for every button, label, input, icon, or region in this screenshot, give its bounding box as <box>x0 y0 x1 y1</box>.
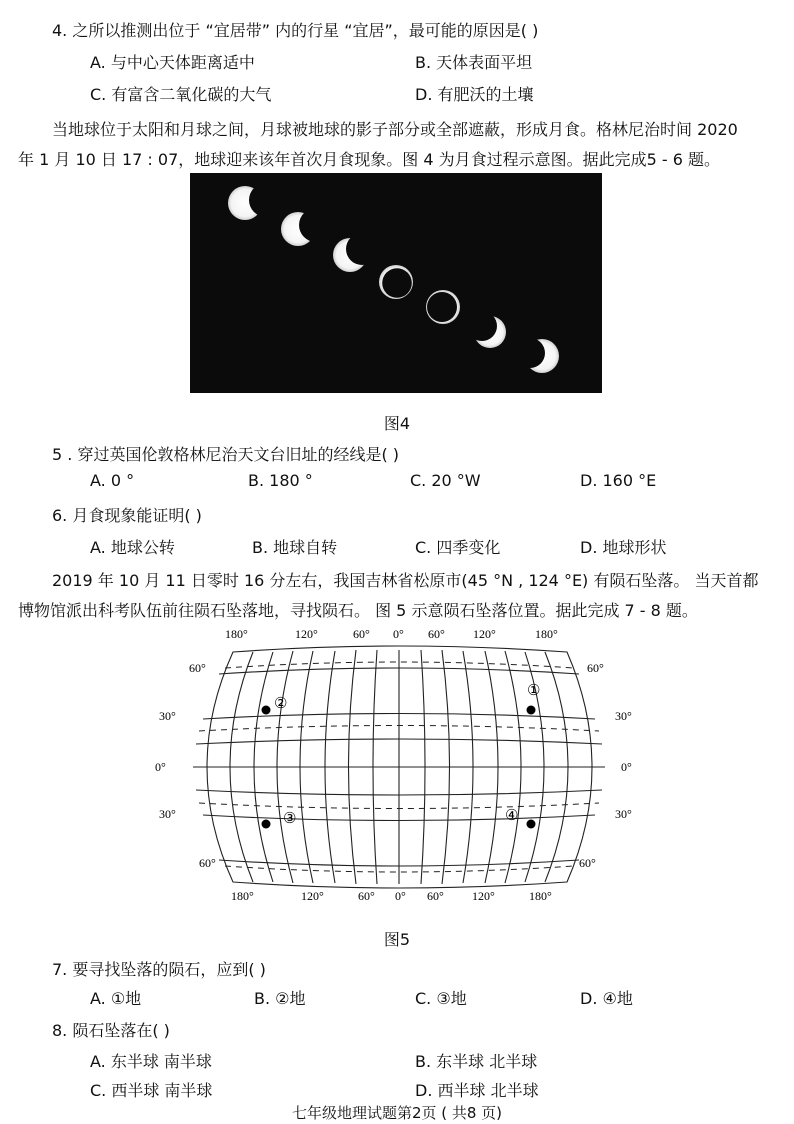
bottom-lon-label: 60° <box>427 889 444 903</box>
point-3-dot[interactable] <box>262 820 271 829</box>
top-lon-label: 120° <box>473 627 496 641</box>
bottom-lon-label: 180° <box>231 889 254 903</box>
q6-option-a[interactable]: A. 地球公转 <box>90 538 175 557</box>
right-lat-label: 60° <box>587 661 604 675</box>
left-lat-label: 60° <box>189 661 206 675</box>
page-footer: 七年级地理试题第2页 ( 共8 页) <box>291 1104 503 1122</box>
moon-phase-6 <box>467 311 506 348</box>
moon-phase-4 <box>379 265 413 299</box>
passage-2-line-2: 博物馆派出科考队伍前往陨石坠落地，寻找陨石。 图 5 示意陨石坠落位置。据此完成 7 - 8 题。 <box>18 601 698 620</box>
q4-option-a[interactable]: A. 与中心天体距离适中 <box>90 53 255 72</box>
bottom-lon-label: 120° <box>472 889 495 903</box>
q4-option-b[interactable]: B. 天体表面平坦 <box>415 53 533 72</box>
point-2-label: ② <box>274 696 288 712</box>
q8-option-b[interactable]: B. 东半球 北半球 <box>415 1052 538 1071</box>
right-lat-label: 60° <box>579 856 596 870</box>
figure-5-caption: 图5 <box>383 930 411 949</box>
moon-phase-1 <box>228 183 283 220</box>
bottom-lon-label: 120° <box>301 889 324 903</box>
top-lon-label: 60° <box>428 627 445 641</box>
point-1-label: ① <box>527 683 541 699</box>
bottom-lon-label: 60° <box>358 889 375 903</box>
moon-phase-3 <box>333 233 378 272</box>
top-lon-label: 0° <box>393 627 404 641</box>
lunar-eclipse-sequence <box>190 173 602 393</box>
left-lat-label: 30° <box>159 709 176 723</box>
right-lat-label: 30° <box>615 807 632 821</box>
passage-1-line-2: 年 1 月 10 日 17 : 07，地球迎来该年首次月食现象。图 4 为月食过程示意图。据此完成5 - 6 题。 <box>18 150 720 169</box>
meteorite-location-map <box>155 624 643 910</box>
point-3-label: ③ <box>283 811 297 827</box>
q8-option-a[interactable]: A. 东半球 南半球 <box>90 1052 212 1071</box>
passage-1-line-1: 当地球位于太阳和月球之间，月球被地球的影子部分或全部遮蔽，形成月食。格林尼治时间 2020 <box>52 120 738 139</box>
left-lat-label: 0° <box>155 760 166 774</box>
point-1-dot[interactable] <box>527 706 536 715</box>
q8-option-d[interactable]: D. 西半球 北半球 <box>415 1081 539 1100</box>
moon-phase-5 <box>426 290 460 324</box>
q4-option-d[interactable]: D. 有肥沃的土壤 <box>415 85 534 104</box>
bottom-lon-label: 180° <box>529 889 552 903</box>
question-4-stem: 4. 之所以推测出位于 “宜居带” 内的行星 “宜居”，最可能的原因是( ) <box>52 21 539 40</box>
q7-option-b[interactable]: B. ②地 <box>254 989 306 1008</box>
q6-option-b[interactable]: B. 地球自转 <box>252 538 338 557</box>
q4-option-c[interactable]: C. 有富含二氧化碳的大气 <box>90 85 272 104</box>
lunar-eclipse-photo <box>190 173 602 393</box>
bottom-lon-label: 0° <box>395 889 406 903</box>
top-lon-label: 60° <box>353 627 370 641</box>
q6-option-c[interactable]: C. 四季变化 <box>415 538 501 557</box>
point-2-dot[interactable] <box>262 706 271 715</box>
question-8-stem: 8. 陨石坠落在( ) <box>52 1021 170 1040</box>
q5-option-a[interactable]: A. 0 ° <box>90 471 135 490</box>
q5-option-d[interactable]: D. 160 °E <box>580 471 657 490</box>
moon-phase-2 <box>281 208 333 246</box>
figure-4-caption: 图4 <box>383 414 411 433</box>
right-lat-label: 0° <box>621 760 632 774</box>
q7-option-c[interactable]: C. ③地 <box>415 989 467 1008</box>
q5-option-c[interactable]: C. 20 °W <box>410 471 481 490</box>
question-5-stem: 5 . 穿过英国伦敦格林尼治天文台旧址的经线是( ) <box>52 445 400 464</box>
top-lon-label: 120° <box>295 627 318 641</box>
left-lat-label: 30° <box>159 807 176 821</box>
q8-option-c[interactable]: C. 西半球 南半球 <box>90 1081 213 1100</box>
q5-option-b[interactable]: B. 180 ° <box>248 471 313 490</box>
point-4-label: ④ <box>505 808 519 824</box>
moon-phase-7 <box>515 338 559 373</box>
q6-option-d[interactable]: D. 地球形状 <box>580 538 667 557</box>
top-lon-label: 180° <box>225 627 248 641</box>
question-6-stem: 6. 月食现象能证明( ) <box>52 506 202 525</box>
right-lat-label: 30° <box>615 709 632 723</box>
point-4-dot[interactable] <box>527 820 536 829</box>
passage-2-line-1: 2019 年 10 月 11 日零时 16 分左右，我国吉林省松原市(45 °N , 124 °E) 有陨石坠落。 当天首都 <box>52 571 759 590</box>
q7-option-d[interactable]: D. ④地 <box>580 989 633 1008</box>
q7-option-a[interactable]: A. ①地 <box>90 989 142 1008</box>
left-lat-label: 60° <box>199 856 216 870</box>
question-7-stem: 7. 要寻找坠落的陨石，应到( ) <box>52 960 266 979</box>
top-lon-label: 180° <box>535 627 558 641</box>
map-graticule-svg <box>155 624 643 910</box>
